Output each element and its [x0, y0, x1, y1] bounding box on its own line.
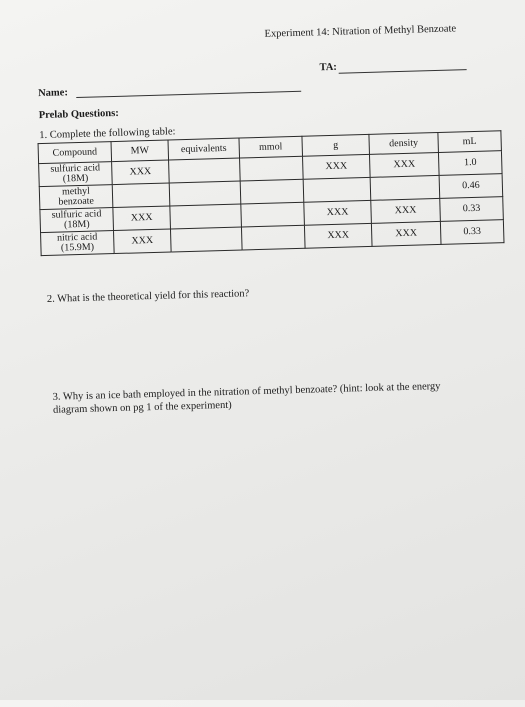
compound-cell: methyl benzoate — [39, 185, 113, 210]
table-cell: XXX — [304, 200, 372, 225]
table-cell[interactable] — [169, 181, 241, 206]
header-cell: density — [369, 132, 439, 154]
table-cell: 0.33 — [440, 220, 504, 245]
question-1: 1. Complete the following table: — [39, 126, 176, 142]
reagent-table — [38, 130, 505, 256]
question-2: 2. What is the theoretical yield for this reaction? — [46, 288, 250, 305]
table-cell[interactable] — [370, 175, 440, 200]
table-cell[interactable] — [112, 183, 170, 208]
table-cell[interactable] — [240, 179, 304, 204]
name-label: Name: — [37, 87, 69, 100]
table-cell: XXX — [371, 221, 441, 246]
table-cell: XXX — [112, 160, 170, 185]
table-cell: 0.46 — [439, 174, 503, 199]
compound-cell: nitric acid (15.9M) — [41, 231, 115, 256]
header-cell: mmol — [239, 136, 303, 158]
table-cell[interactable] — [169, 158, 241, 183]
table-cell: XXX — [114, 229, 172, 254]
question-3-line-1: 3. Why is an ice bath employed in the nitration of methyl benzoate? (hint: look at the energy — [52, 380, 441, 403]
ta-blank-line — [339, 69, 467, 74]
table-cell: 0.33 — [440, 197, 504, 222]
table-cell[interactable] — [170, 227, 242, 252]
table-cell: XXX — [371, 198, 441, 223]
header-cell: g — [302, 134, 370, 156]
header-cell: equivalents — [168, 138, 240, 160]
question-3-line-2: diagram shown on pg 1 of the experiment) — [52, 399, 232, 416]
table-cell: XXX — [113, 206, 171, 231]
table-cell[interactable] — [240, 156, 304, 181]
name-blank-line — [76, 91, 301, 98]
table-cell[interactable] — [170, 204, 242, 229]
question-3 — [52, 380, 441, 417]
table-cell: XXX — [304, 223, 372, 248]
header-cell: MW — [111, 140, 169, 162]
experiment-title: Experiment 14: Nitration of Methyl Benzoate — [264, 23, 457, 40]
table-cell: 1.0 — [438, 151, 502, 176]
table-cell: XXX — [369, 152, 439, 177]
table-cell[interactable] — [241, 202, 305, 227]
ta-label: TA: — [319, 61, 337, 74]
table-cell[interactable] — [303, 177, 371, 202]
prelab-heading: Prelab Questions: — [38, 107, 119, 122]
table-cell[interactable] — [241, 225, 305, 250]
compound-cell: sulfuric acid (18M) — [40, 208, 114, 233]
table-cell: XXX — [303, 154, 371, 179]
compound-cell: sulfuric acid (18M) — [39, 162, 113, 187]
header-cell: Compound — [38, 142, 112, 164]
header-cell: mL — [438, 131, 502, 153]
